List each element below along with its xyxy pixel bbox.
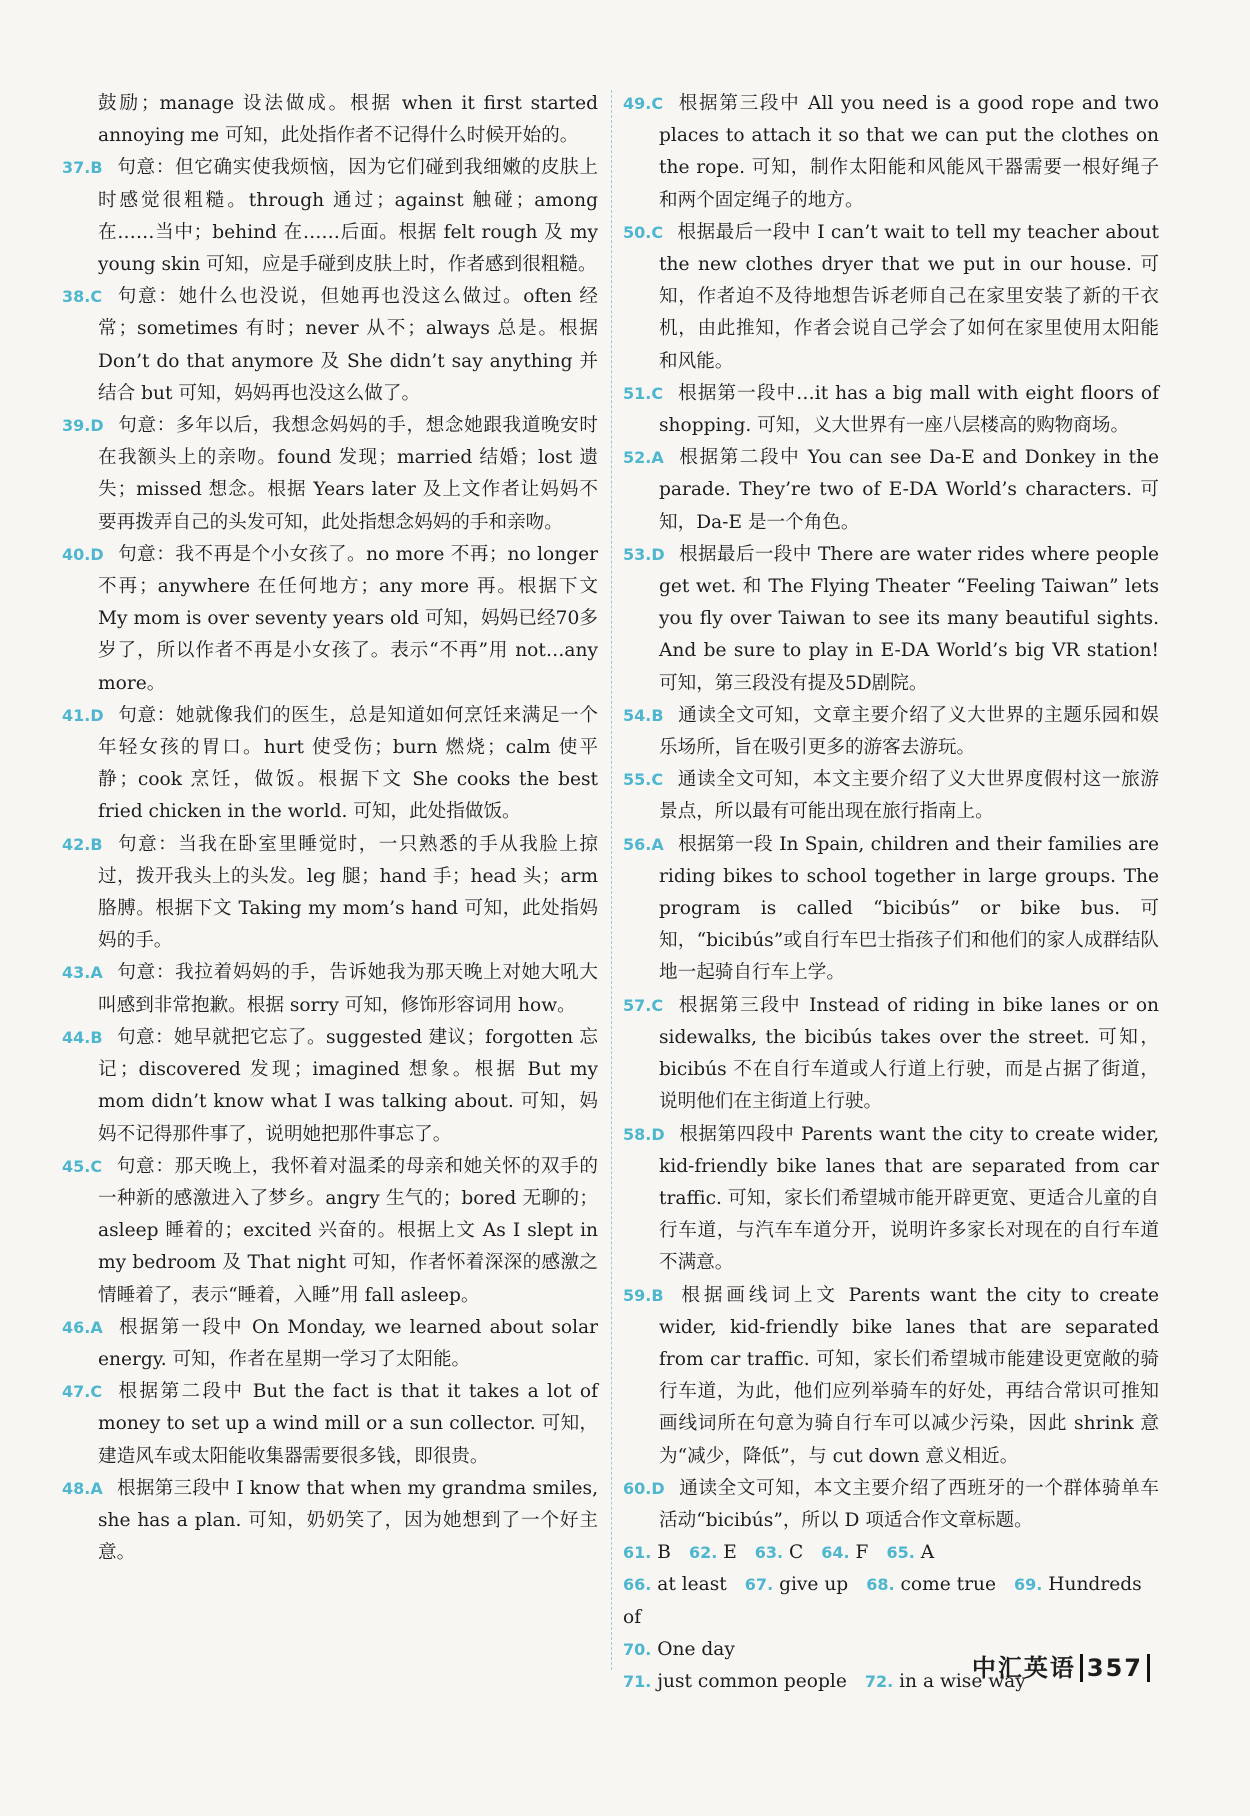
short-answer <box>886 1542 934 1563</box>
short-answer <box>623 1639 735 1660</box>
answer-entry <box>62 1151 598 1312</box>
question-number: 38. <box>62 287 91 307</box>
question-number: 72. <box>864 1671 894 1691</box>
answer-explanation: 通读全文可知，文章主要介绍了义大世界的主题乐园和娱乐场所，旨在吸引更多的游客去游玩。 <box>659 704 1159 759</box>
answer-entry <box>62 1376 598 1473</box>
question-number: 61. <box>623 1543 652 1563</box>
answer-choice: D <box>90 544 104 564</box>
answer-entry <box>623 217 1159 378</box>
question-number: 64. <box>821 1543 850 1563</box>
answer-explanation: 句意：当我在卧室里睡觉时，一只熟悉的手从我脸上掠过，拨开我头上的头发。leg 腿；hand 手；head 头；arm 胳膊。根据下文 Taking my mom’s hand 可知，此处指妈妈的手。 <box>98 833 598 952</box>
answer-choice: A <box>651 834 664 854</box>
answer-explanation: 句意：她什么也没说，但她再也没这么做过。often 经常；sometimes 有时；never 从不；always 总是。根据 Don’t do that anymore 及 She didn’t say anything 并结合 but 可知，妈妈再也没这么做了。 <box>98 286 598 404</box>
answer-choice: B <box>651 1285 664 1305</box>
answer-entry <box>623 764 1159 828</box>
answer-entry <box>62 1312 598 1376</box>
question-number: 71. <box>623 1671 652 1691</box>
short-answer-text: A <box>920 1542 935 1564</box>
answer-choice: A <box>90 1478 103 1498</box>
short-answer-text: B <box>657 1542 671 1564</box>
answer-choice: B <box>90 834 103 854</box>
answer-explanation: 根据第四段中 Parents want the city to create wider, kid-friendly bike lanes that are separated from car traffic. 可知，家长们希望城市能开辟更宽、更适合儿童的自行车道，与汽车车道分开，说明许多家长对现在的自行车道不满意。 <box>659 1123 1159 1274</box>
answer-entry <box>623 1280 1159 1473</box>
short-answer-text: C <box>789 1542 804 1564</box>
short-answer-text: come true <box>900 1574 996 1596</box>
question-number: 53. <box>623 544 652 564</box>
question-number: 52. <box>623 448 652 468</box>
answer-choice: C <box>651 995 664 1015</box>
question-number: 70. <box>623 1639 652 1659</box>
answer-explanation: 句意：那天晚上，我怀着对温柔的母亲和她关怀的双手的一种新的感激进入了梦乡。angry 生气的；bored 无聊的；asleep 睡着的；excited 兴奋的。根据上文 As I slept in my bedroom 及 That night 可知，作者怀着深深的感激之情睡着了，表示“睡着，入睡”用 fall asleep。 <box>98 1155 598 1306</box>
answer-explanation: 句意：我拉着妈妈的手，告诉她我为那天晚上对她大吼大叫感到非常抱歉。根据 sorry 可知，修饰形容词用 how。 <box>98 962 598 1016</box>
answer-entry <box>62 957 598 1021</box>
answer-explanation: 根据最后一段中 There are water rides where people get wet. 和 The Flying Theater “Feeling Taiwan” lets you fly over Taiwan to see its many beautiful sights. And be sure to play in E-DA World’s big VR station! 可知，第三段没有提及5D剧院。 <box>659 543 1159 694</box>
question-number: 57. <box>623 995 652 1015</box>
question-number: 69. <box>1013 1575 1043 1595</box>
question-number: 56. <box>623 834 652 854</box>
question-number: 49. <box>623 94 652 113</box>
answer-entry <box>62 1473 598 1570</box>
answer-choice: B <box>90 158 103 178</box>
page-number: 357 <box>1080 1654 1150 1682</box>
question-number: 39. <box>62 416 91 436</box>
answer-entry <box>623 829 1159 990</box>
answer-choice: C <box>651 222 664 242</box>
answer-explanation: 句意：她早就把它忘了。suggested 建议；forgotten 忘记；discovered 发现；imagined 想象。根据 But my mom didn’t know what I was talking about. 可知，妈妈不记得那件事了，说明她把那件事忘了。 <box>98 1026 598 1145</box>
answer-choice: D <box>90 416 104 436</box>
question-number: 37. <box>62 158 91 178</box>
short-answer <box>623 1542 671 1563</box>
question-number: 54. <box>623 705 652 725</box>
answer-choice: B <box>651 705 664 725</box>
short-answer-text: Hundreds of <box>623 1574 1142 1628</box>
short-answer <box>755 1542 804 1563</box>
short-answer-row <box>623 1569 1159 1633</box>
question-number: 68. <box>866 1575 895 1595</box>
question-number: 47. <box>62 1382 91 1402</box>
answer-explanation: 根据第二段中 You can see Da-E and Donkey in the parade. They’re two of E-DA World’s characters. 可知，Da-E 是一个角色。 <box>659 447 1159 533</box>
short-answer-text: in a wise way <box>899 1670 1026 1692</box>
answer-choice: A <box>90 1317 103 1337</box>
short-answer <box>745 1574 848 1595</box>
question-number: 59. <box>623 1285 652 1305</box>
question-number: 67. <box>744 1575 774 1595</box>
answer-entry <box>62 700 598 829</box>
answer-continuation: 鼓励；manage 设法做成。根据 when it first started annoying me 可知，此处指作者不记得什么时候开始的。 <box>98 93 598 147</box>
answer-explanation: 根据第一段 In Spain, children and their families are riding bikes to school together in large groups. The program is called “bicibús” or bike bus. 可知，“bicibús”或自行车巴士指孩子们和他们的家人成群结队地一起骑自行车上学。 <box>659 833 1159 984</box>
question-number: 65. <box>886 1543 915 1563</box>
answer-explanation: 根据画线词上文 Parents want the city to create wider, kid-friendly bike lanes that are separated from car traffic. 可知，家长们希望城市能建设更宽敞的骑行车道，为此，他们应列举骑车的好处，再结合常识可推知画线词所在句意为骑自行车可以减少污染，因此 shrink 意为“减少，降低”，与 cut down 意义相近。 <box>659 1284 1159 1467</box>
answer-choice: D <box>651 544 665 564</box>
answer-entry <box>623 990 1159 1119</box>
question-number: 41. <box>62 705 91 725</box>
answer-choice: C <box>651 770 664 790</box>
short-answer-text: just common people <box>657 1670 847 1692</box>
answer-explanation: 通读全文可知，本文主要介绍了义大世界度假村这一旅游景点，所以最有可能出现在旅行指南上。 <box>659 769 1159 823</box>
answer-choice: D <box>90 705 104 725</box>
question-number: 42. <box>62 834 91 854</box>
answer-choice: C <box>90 1156 103 1176</box>
short-answer <box>821 1542 868 1563</box>
short-answer <box>623 1671 847 1692</box>
answer-entry <box>623 700 1159 764</box>
question-number: 55. <box>623 770 652 790</box>
short-answer-text: at least <box>657 1574 727 1596</box>
answer-entry <box>62 281 598 410</box>
question-number: 62. <box>688 1543 718 1563</box>
answer-entry <box>62 539 598 700</box>
answer-entry <box>62 829 598 958</box>
left-column <box>62 88 598 1569</box>
question-number: 43. <box>62 963 91 983</box>
answer-choice: D <box>651 1124 665 1144</box>
short-answer <box>623 1574 727 1595</box>
answer-explanation: 句意：但它确实使我烦恼，因为它们碰到我细嫩的皮肤上时感觉很粗糙。through 通过；against 触碰；among 在……当中；behind 在……后面。根据 felt rough 及 my young skin 可知，应是手碰到皮肤上时，作者感到很粗糙。 <box>98 157 598 276</box>
column-divider <box>611 90 612 1670</box>
answer-choice: C <box>90 1382 103 1402</box>
question-number: 48. <box>62 1478 91 1498</box>
answer-choice: C <box>90 287 103 307</box>
question-number: 66. <box>623 1575 652 1595</box>
answer-entry <box>623 88 1159 217</box>
book-title: 中汇英语 <box>971 1654 1076 1682</box>
answer-explanation: 句意：她就像我们的医生，总是知道如何烹饪来满足一个年轻女孩的胃口。hurt 使受伤；burn 燃烧；calm 使平静；cook 烹饪，做饭。根据下文 She cooks the best fried chicken in the world. 可知，此处指做饭。 <box>98 704 598 823</box>
answer-explanation: 根据第一段中…it has a big mall with eight floors of shopping. 可知，义大世界有一座八层楼高的购物商场。 <box>659 382 1159 437</box>
short-answer-text: E <box>723 1542 737 1564</box>
answer-entry <box>623 442 1159 539</box>
answer-explanation: 根据最后一段中 I can’t wait to tell my teacher about the new clothes dryer that we put in our house. 可知，作者迫不及待地想告诉老师自己在家里安装了新的干衣机，由此推知，作者会说自己学会了如何在家里使用太阳能和风能。 <box>659 221 1159 372</box>
answer-explanation: 根据第三段中 All you need is a good rope and two places to attach it so that we can put the clothes on the rope. 可知，制作太阳能和风能风干器需要一根好绳子和两个固定绳子的地方。 <box>659 93 1159 211</box>
question-number: 58. <box>623 1124 652 1144</box>
page-footer <box>972 1648 1150 1683</box>
short-answer-row <box>623 1537 1159 1569</box>
answer-explanation: 根据第三段中 I know that when my grandma smiles, she has a plan. 可知，奶奶笑了，因为她想到了一个好主意。 <box>98 1477 598 1564</box>
answer-explanation: 通读全文可知，本文主要介绍了西班牙的一个群体骑单车活动“bicibús”，所以 D 项适合作文章标题。 <box>659 1477 1159 1531</box>
short-answer-text: give up <box>779 1574 849 1596</box>
question-number: 44. <box>62 1027 91 1047</box>
answer-choice: A <box>90 963 103 983</box>
answer-choice: D <box>651 1478 665 1498</box>
right-column <box>623 88 1159 1698</box>
question-number: 40. <box>62 544 91 564</box>
short-answer <box>866 1574 996 1595</box>
answer-entry <box>62 410 598 539</box>
answer-explanation: 句意：我不再是个小女孩了。no more 不再；no longer 不再；anywhere 在任何地方；any more 再。根据下文 My mom is over seventy years old 可知，妈妈已经70多岁了，所以作者不再是小女孩了。表示“不再”用 not…any more。 <box>98 543 598 694</box>
short-answer <box>689 1542 737 1563</box>
question-number: 45. <box>62 1156 91 1176</box>
answer-choice: B <box>90 1027 103 1047</box>
question-number: 51. <box>623 383 652 403</box>
question-number: 46. <box>62 1317 91 1337</box>
question-number: 50. <box>623 222 652 242</box>
answer-explanation: 根据第三段中 Instead of riding in bike lanes or on sidewalks, the bicibús takes over the street. 可知，bicibús 不在自行车道或人行道上行驶，而是占据了街道，说明他们在主街道上行驶。 <box>659 994 1159 1113</box>
answer-choice: C <box>651 383 664 403</box>
answer-entry <box>623 1473 1159 1537</box>
answer-entry <box>62 1022 598 1151</box>
answer-explanation: 根据第二段中 But the fact is that it takes a lot of money to set up a wind mill or a sun collector. 可知，建造风车或太阳能收集器需要很多钱，即很贵。 <box>98 1381 598 1467</box>
answer-choice: C <box>651 94 664 113</box>
answer-entry <box>623 1119 1159 1280</box>
answer-explanation: 句意：多年以后，我想念妈妈的手，想念她跟我道晚安时在我额头上的亲吻。found 发现；married 结婚；lost 遗失；missed 想念。根据 Years later 及上文作者让妈妈不要再拨弄自己的头发可知，此处指想念妈妈的手和亲吻。 <box>98 415 598 533</box>
question-number: 60. <box>623 1478 652 1498</box>
question-number: 63. <box>754 1543 784 1563</box>
answer-entry <box>62 152 598 281</box>
answer-entry <box>623 378 1159 442</box>
right-entries <box>623 88 1159 1537</box>
answer-explanation: 根据第一段中 On Monday, we learned about solar energy. 可知，作者在星期一学习了太阳能。 <box>98 1316 598 1370</box>
short-answer-text: F <box>855 1542 869 1564</box>
answer-choice: A <box>651 448 664 468</box>
answer-entry <box>623 539 1159 700</box>
short-answer-text: One day <box>657 1638 735 1660</box>
